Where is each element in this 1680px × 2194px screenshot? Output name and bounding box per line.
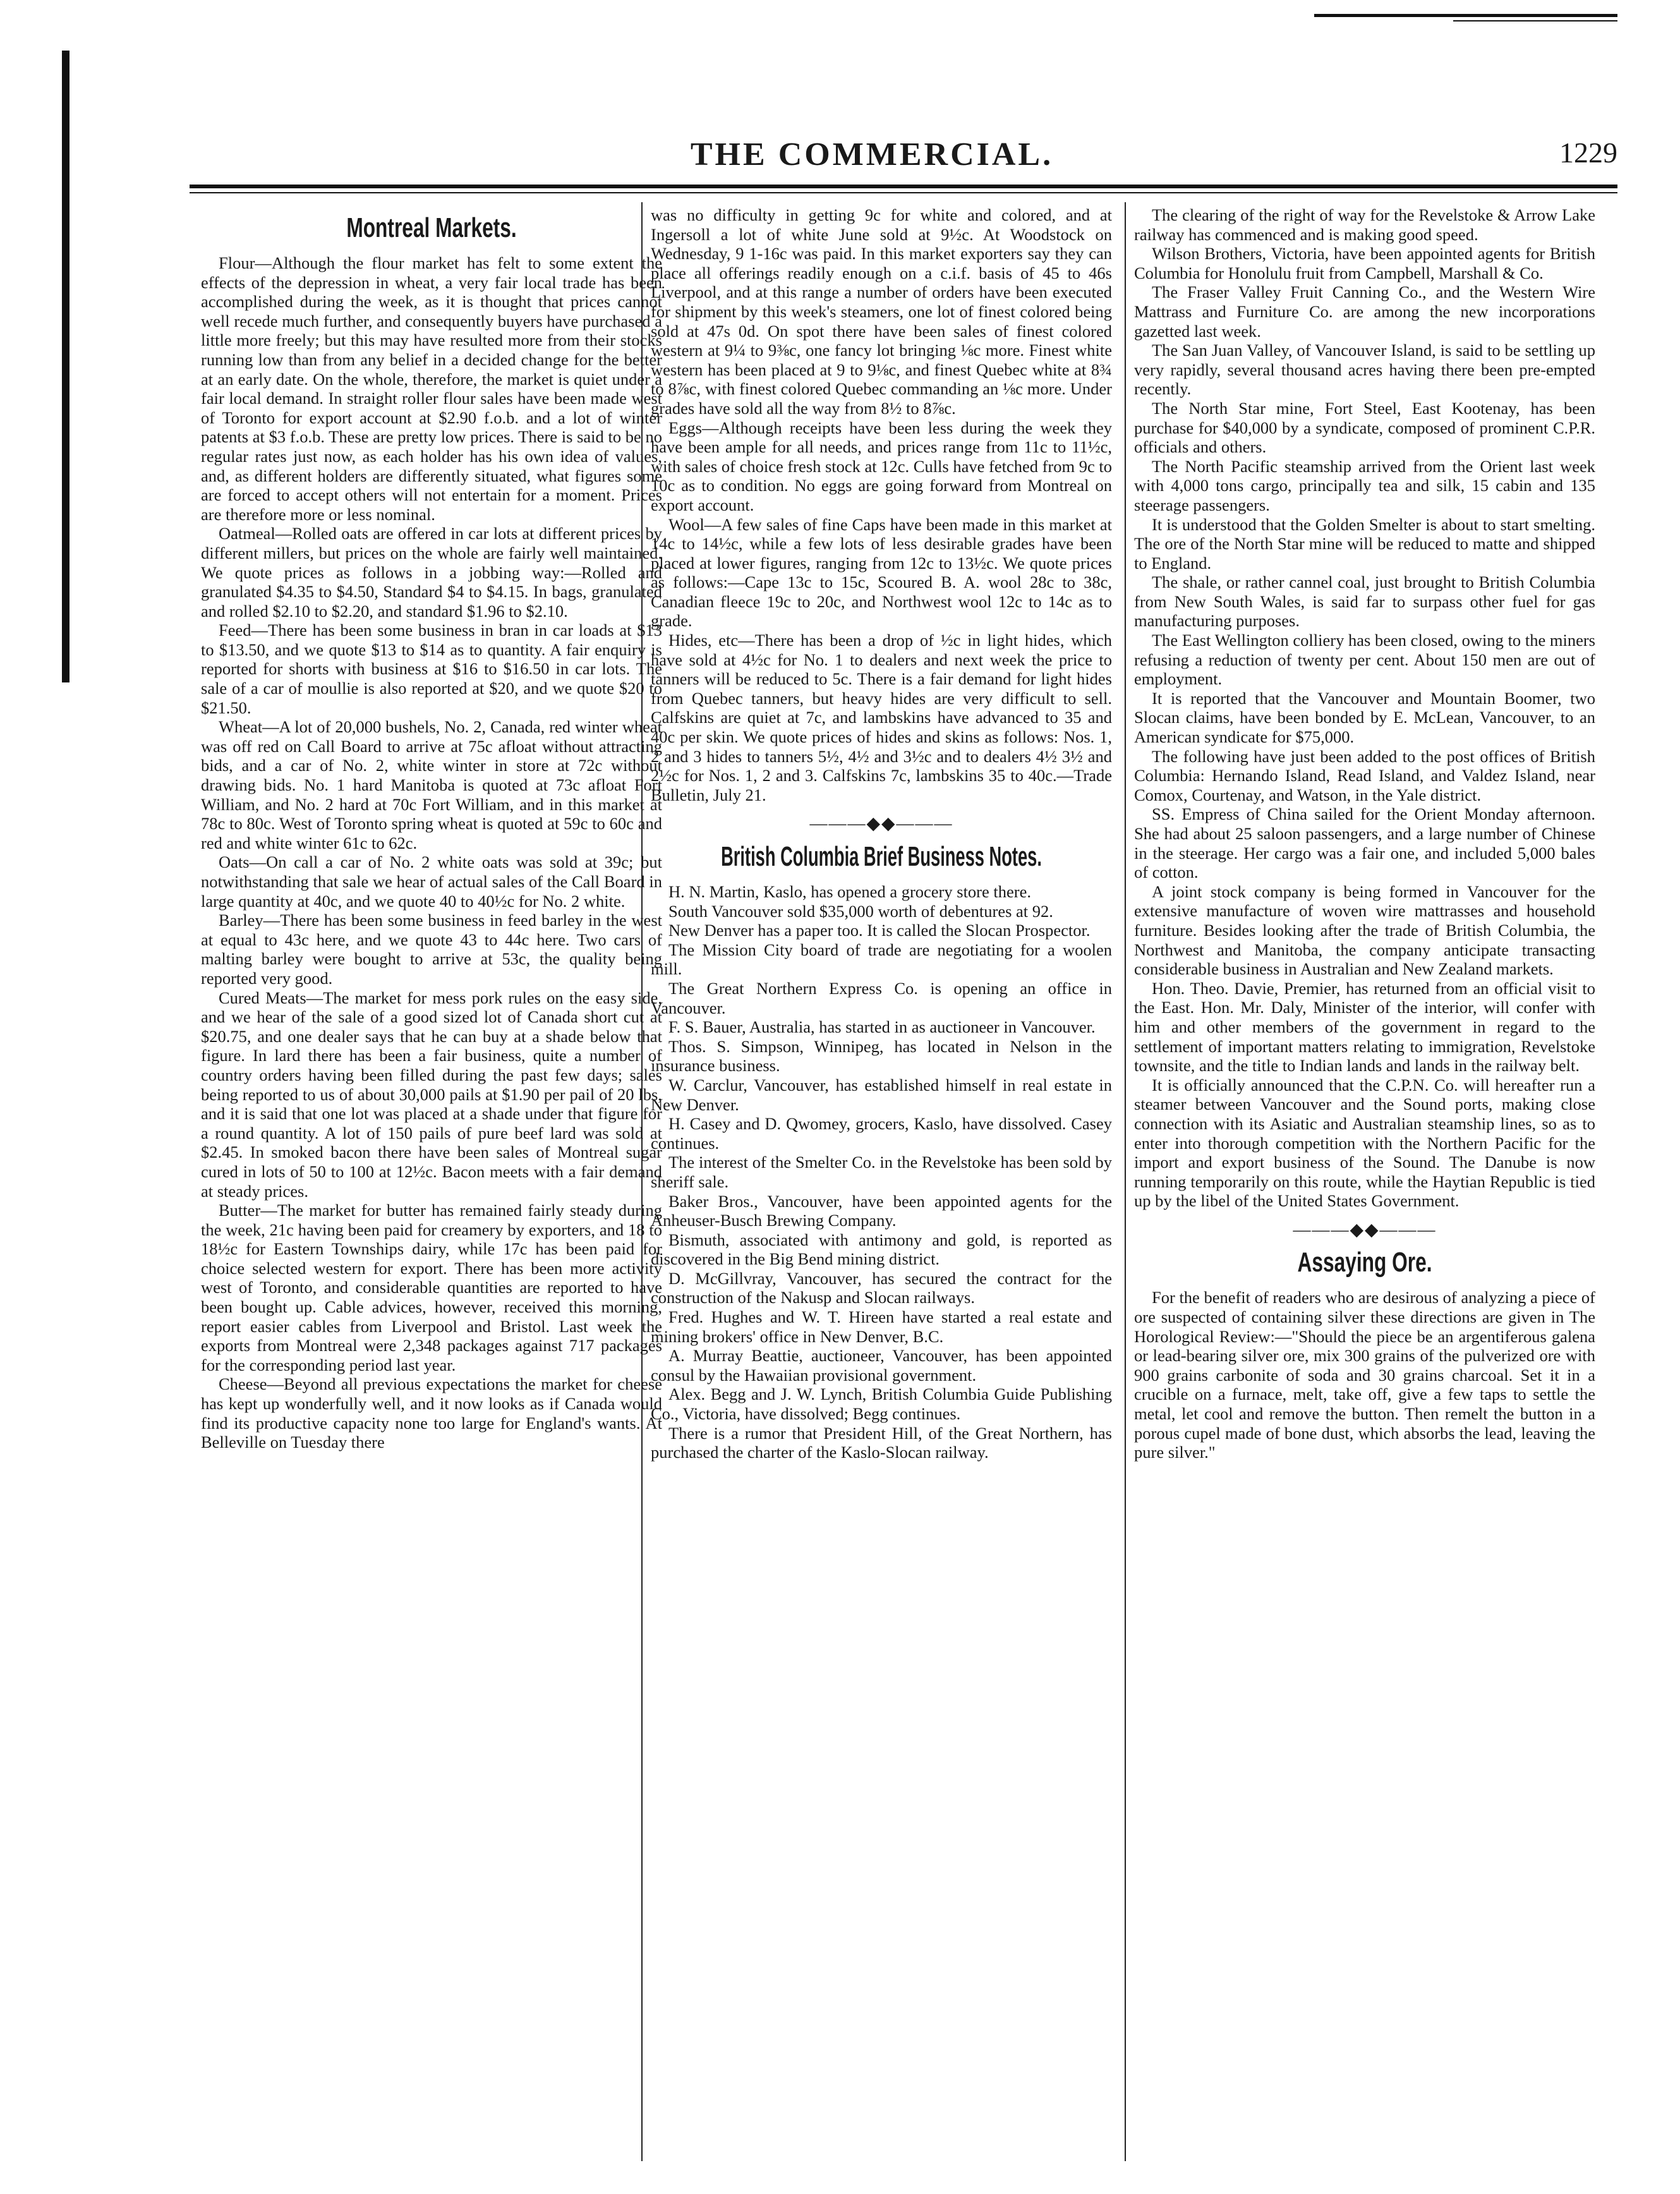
heading-assaying-ore: Assaying Ore. xyxy=(1297,1247,1432,1278)
paragraph-cheese: Cheese—Beyond all previous expectations the market for cheese has kept up wonderfully well, and it now looks as if Canada would find its productive capacity none too large for England's wants. At Belleville on Tuesday there xyxy=(201,1374,662,1452)
top-rule-thick xyxy=(1314,14,1617,17)
paragraph-butter: Butter—The market for butter has remained fairly steady during the week, 21c having been paid for creamery by exporters, and 18 to 18½c for Eastern Townships dairy, while 17c has been paid for choice selected western for export. There has been more activity west of Toronto, and considerable quantities are reported to have been bought up. Cable advices, however, received this morning, report easier cables from Liverpool and Bristol. Last week the exports from Montreal were 2,348 packages against 717 packages for the corresponding period last year. xyxy=(201,1201,662,1374)
paragraph-flour: Flour—Although the flour market has felt to some extent the effects of the depression in wheat, a very fair local trade has been accomplished during the week, as it is thought that prices cannot well recede much further, and consequently buyers have purchased a little more freely; but this may have resulted more from their stocks running low than from any belief in a decided change for the better at an early date. On the whole, therefore, the market is quiet under a fair local demand. In straight roller flour sales have been made west of Toronto for export account at $2.90 f.o.b. and a lot of winter patents at $3 f.o.b. These are pretty low prices. There is said to be no regular rates just now, as each holder has his own idea of values, and, as different holders are differently situated, what figures some are forced to accept others will not entertain for a moment. Prices are therefore more or less nominal. xyxy=(201,253,662,524)
note-item: There is a rumor that President Hill, of the Great Northern, has purchased the charter of the Kaslo-Slocan railway. xyxy=(651,1423,1112,1462)
note-item: It is officially announced that the C.P.N. Co. will hereafter run a steamer between Vancouver and the Sound ports, making close connection with its Asiatic and Australian steamship lines, so as to enter into thorough competition with the Northern Pacific for the import and export business of the Sound. The Danube is now running temporarily on this route, while the Haytian Republic is tied up by the libel of the United States Government. xyxy=(1134,1075,1595,1211)
paragraph-eggs: Eggs—Although receipts have been less during the week they have been ample for all needs, and prices range from 11c to 11½c, with sales of choice fresh stock at 12c. Culls have fetched from 9c to 10c as to condition. No eggs are going forward from Montreal on export account. xyxy=(651,418,1112,514)
note-item: The North Star mine, Fort Steel, East Kootenay, has been purchase for $40,000 by a syndicate, composed of prominent C.P.R. officials and others. xyxy=(1134,398,1595,457)
note-item: H. Casey and D. Qwomey, grocers, Kaslo, have dissolved. Casey continues. xyxy=(651,1114,1112,1153)
note-item: Bismuth, associated with antimony and gold, is reported as discovered in the Big Bend mining district. xyxy=(651,1230,1112,1269)
paragraph-cheese-continued: was no difficulty in getting 9c for white and colored, and at Ingersoll a lot of white June sold at 9½c. At Woodstock on Wednesday, 9 1-16c was paid. In this market exporters say they can place all offerings readily enough on a c.i.f. basis of 45 to 46s Liverpool, and at this range a number of orders have been executed for shipment by this week's steamers, one lot of finest colored being sold at 47s 0d. On spot there have been sales of finest colored western at 9¼ to 9⅜c, one fancy lot bringing ⅛c more. Finest white western has been placed at 9 to 9⅛c, and finest Quebec white at 8¾ to 8⅞c, with finest colored Quebec commanding an ⅛c more. Under grades have sold all the way from 8½ to 8⅞c. xyxy=(651,205,1112,418)
heading-montreal-markets: Montreal Markets. xyxy=(346,212,517,243)
column-divider-2 xyxy=(1125,202,1126,2161)
left-margin-bar xyxy=(62,51,69,682)
note-item: A joint stock company is being formed in Vancouver for the extensive manufacture of woven wire mattrasses and household furniture. Besides looking after the trade of British Columbia, the Northwest and Manitoba, the company anticipate transacting considerable business in Australian and New Zealand markets. xyxy=(1134,882,1595,979)
note-item: It is reported that the Vancouver and Mountain Boomer, two Slocan claims, have been bonded by E. McLean, Vancouver, to an American syndicate for $75,000. xyxy=(1134,688,1595,747)
note-item: Alex. Begg and J. W. Lynch, British Columbia Guide Publishing Co., Victoria, have dissolved; Begg continues. xyxy=(651,1385,1112,1424)
section-ornament: ———◆◆——— xyxy=(1293,1220,1437,1240)
page-header xyxy=(190,136,1617,180)
paragraph-feed: Feed—There has been some business in bran in car loads at $13 to $13.50, and we quote $13 to $14 as to quantity. A fair enquiry is reported for shorts with business at $16 to $16.50 in car lots. The sale of a car of moullie is also reported at $20, and we quote $20 to $21.50. xyxy=(201,621,662,717)
header-rule-thin xyxy=(190,192,1617,193)
paragraph-oatmeal: Oatmeal—Rolled oats are offered in car lots at different prices by different millers, but prices on the whole are fairly well maintained. We quote prices as follows in a jobbing way:—Rolled and granulated $4.35 to $4.50, Standard $4 to $4.15. In bags, granulated and rolled $2.10 to $2.20, and standard $1.96 to $2.10. xyxy=(201,524,662,621)
header-rule-thick xyxy=(190,185,1617,188)
paragraph-wool: Wool—A few sales of fine Caps have been made in this market at 14c to 14½c, while a few lots of less desirable grades have been placed at lower figures, ranging from 12c to 13½c. We quote prices as follows:—Cape 13c to 15c, Scoured B. A. wool 28c to 38c, Canadian fleece 19c to 20c, and Northwest wool 12c to 14c as to grade. xyxy=(651,514,1112,631)
note-item: Wilson Brothers, Victoria, have been appointed agents for British Columbia for Honolulu fruit from Campbell, Marshall & Co. xyxy=(1134,244,1595,282)
note-item: W. Carclur, Vancouver, has established himself in real estate in New Denver. xyxy=(651,1075,1112,1114)
note-item: Baker Bros., Vancouver, have been appointed agents for the Anheuser-Busch Brewing Company. xyxy=(651,1191,1112,1230)
note-item: The Fraser Valley Fruit Canning Co., and the Western Wire Mattrass and Furniture Co. are among the new incorporations gazetted last week. xyxy=(1134,282,1595,341)
note-item: It is understood that the Golden Smelter is about to start smelting. The ore of the North Star mine will be reduced to matte and shipped to England. xyxy=(1134,514,1595,573)
note-item: Hon. Theo. Davie, Premier, has returned from an official visit to the East. Hon. Mr. Daly, Minister of the interior, will confer with him and other members of the government in regard to the settlement of important matters relating to immigration, Revelstoke townsite, and the title to Indian lands and lands in the railway belt. xyxy=(1134,978,1595,1076)
note-item: The San Juan Valley, of Vancouver Island, is said to be settling up very rapidly, several thousand acres having there been pre-empted recently. xyxy=(1134,341,1595,399)
note-item: The East Wellington colliery has been closed, owing to the miners refusing a reduction of twenty per cent. About 150 men are out of employment. xyxy=(1134,631,1595,689)
note-item: D. McGillvray, Vancouver, has secured the contract for the construction of the Nakusp and Slocan railways. xyxy=(651,1268,1112,1307)
note-item: H. N. Martin, Kaslo, has opened a grocery store there. xyxy=(668,882,1031,901)
note-item: F. S. Bauer, Australia, has started in as auctioneer in Vancouver. xyxy=(668,1017,1096,1037)
note-item: South Vancouver sold $35,000 worth of debentures at 92. xyxy=(668,901,1053,921)
column-3 xyxy=(1134,205,1595,2164)
page-number: 1229 xyxy=(1559,136,1617,169)
paragraph-cured-meats: Cured Meats—The market for mess pork rules on the easy side, and we hear of the sale of a good sized lot of Canada short cut at $20.75, and one dealer says that he can buy at a shade below that figure. In lard there has been a fair business, quite a number of country orders having been filled during the past few days; sales being reported to us of about 30,000 pails at $1.90 per pail of 20 lbs, and it is said that one lot was placed at a shade under that figure for a round quantity. A lot of 150 pails of pure beef lard was sold at $2.45. In smoked bacon there have been sales of Montreal sugar cured in lots of 50 to 100 at 12½c. Bacon meets with a fair demand at steady prices. xyxy=(201,988,662,1201)
note-item: The North Pacific steamship arrived from the Orient last week with 4,000 tons cargo, principally tea and silk, 15 cabin and 135 steerage passengers. xyxy=(1134,456,1595,514)
column-1 xyxy=(201,205,662,2164)
paragraph-oats: Oats—On call a car of No. 2 white oats was sold at 39c; but notwithstanding that sale we hear of actual sales of the Call Board in large quantity at 40c, and we quote 40 to 40½c for No. 2 white. xyxy=(201,852,662,911)
note-item: The following have just been added to the post offices of British Columbia: Hernando Island, Read Island, and Valdez Island, near Comox, Courtenay, and Watson, in the Yale district. xyxy=(1134,746,1595,804)
top-rule-thin xyxy=(1453,20,1617,21)
note-item: The Mission City board of trade are negotiating for a woolen mill. xyxy=(651,940,1112,979)
paragraph-assaying: For the benefit of readers who are desirous of analyzing a piece of ore suspected of containing silver these directions are given in The Horological Review:—"Should the piece be an argentiferous galena or lead-bearing silver ore, mix 300 grains of the pulverized ore with 900 grains carbonite of soda and 30 grains charcoal. Set it in a crucible on a furnace, melt, take off, give a few taps to settle the metal, let cool and remove the button. Then remelt the button in a porous cupel made of bone dust, which absorbs the lead, leaving the pure silver." xyxy=(1134,1288,1595,1462)
note-item: The shale, or rather cannel coal, just brought to British Columbia from New South Wales, is said far to surpass other fuel for gas manufacturing purposes. xyxy=(1134,573,1595,631)
masthead-title: THE COMMERCIAL. xyxy=(690,136,1054,173)
note-item: The Great Northern Express Co. is opening an office in Vancouver. xyxy=(651,978,1112,1017)
note-item: New Denver has a paper too. It is called the Slocan Prospector. xyxy=(668,921,1091,940)
note-item: Fred. Hughes and W. T. Hireen have started a real estate and mining brokers' office in New Denver, B.C. xyxy=(651,1307,1112,1346)
column-2 xyxy=(651,205,1112,2164)
note-item: Thos. S. Simpson, Winnipeg, has located in Nelson in the insurance business. xyxy=(651,1036,1112,1076)
paragraph-hides: Hides, etc—There has been a drop of ½c in light hides, which have sold at 4½c for No. 1 to dealers and next week the price to tanners will be reduced to 5c. There is a fair demand for light hides from Quebec tanners, but heavy hides are very difficult to sell. Calfskins are quiet at 7c, and lambskins have advanced to 35 and 40c per skin. We quote prices of hides and skins as follows: Nos. 1, 2 and 3 hides to tanners 5½, 4½ and 3½c and to dealers 4½ 3½ and 2½c for Nos. 1, 2 and 3. Calfskins 7c, lambskins 35 to 40c.—Trade Bulletin, July 21. xyxy=(651,631,1112,804)
heading-bc-business-notes: British Columbia Brief Business Notes. xyxy=(721,841,1042,872)
note-item: A. Murray Beattie, auctioneer, Vancouver, has been appointed consul by the Hawaiian provisional government. xyxy=(651,1346,1112,1385)
note-item: SS. Empress of China sailed for the Orient Monday afternoon. She had about 25 saloon passengers, and a large number of Chinese in the steerage. Her cargo was a fair one, and included 5,000 bales of cotton. xyxy=(1134,804,1595,882)
note-item: The clearing of the right of way for the Revelstoke & Arrow Lake railway has commenced and is making good speed. xyxy=(1134,205,1595,244)
paragraph-barley: Barley—There has been some business in feed barley in the west at equal to 43c here, and we quote 43 to 44c here. Two cars of malting barley were bought to arrive at 53c, the quality being reported very good. xyxy=(201,911,662,988)
section-ornament: ———◆◆——— xyxy=(809,814,953,834)
paragraph-wheat: Wheat—A lot of 20,000 bushels, No. 2, Canada, red winter wheat was off red on Call Board to arrive at 75c afloat without attracting bids, and a car of No. 2, white winter in store at 72c without drawing bids. No. 1 hard Manitoba is quoted at 73c afloat Fort William, and No. 2 hard at 70c Fort William, and in this market at 78c to 80c. West of Toronto spring wheat is quoted at 59c to 60c and red and white winter 61c to 62c. xyxy=(201,717,662,852)
note-item: The interest of the Smelter Co. in the Revelstoke has been sold by sheriff sale. xyxy=(651,1153,1112,1191)
